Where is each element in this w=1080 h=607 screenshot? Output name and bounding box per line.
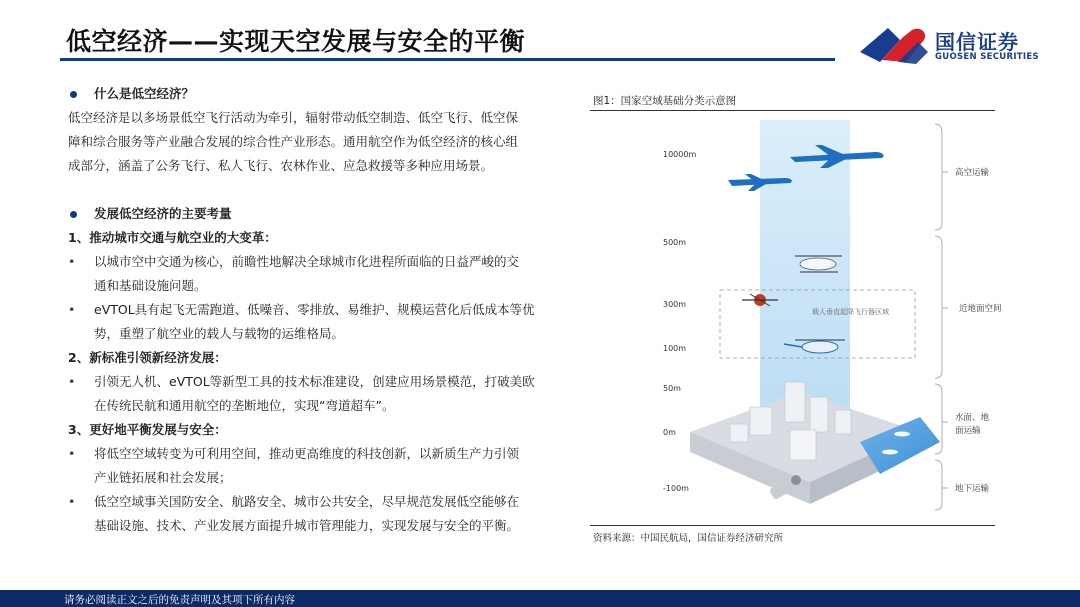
question-what-is — [68, 82, 568, 106]
section-heading: 2、新标准引领新经济发展： — [68, 350, 227, 365]
paragraph-line: 低空经济是以多场景低空飞行活动为牵引，辐射带动低空制造、低空飞行、低空保 — [68, 110, 519, 125]
figure-caption: 图1：国家空域基础分类示意图 — [593, 95, 737, 107]
list-item-line: 以城市空中交通为核心，前瞻性地解决全球城市化进程所面临的日益严峻的交 — [94, 254, 520, 269]
list-item-line: 将低空空域转变为可利用空间，推动更高维度的科技创新，以新质生产力引领 — [94, 446, 520, 461]
bullet-mark: • — [68, 374, 76, 389]
section-heading: 1、推动城市交通与航空业的大变革： — [68, 230, 277, 245]
figure-source: 资料来源：中国民航局，国信证券经济研究所 — [593, 533, 784, 544]
altitude-label: -100m — [663, 484, 689, 493]
list-item — [68, 298, 568, 322]
footer-disclaimer: 请务必阅读正文之后的免责声明及其项下所有内容 — [64, 594, 295, 606]
list-item-continuation: 产业链拓展和社会发展； — [94, 470, 232, 485]
paragraph-line: 成部分，涵盖了公务飞行、私人飞行、农林作业、应急救援等多种应用场景。 — [68, 158, 494, 173]
bullet-mark: • — [68, 446, 76, 461]
list-item-continuation: 势，重塑了航空业的载人与载物的运维格局。 — [94, 326, 345, 341]
zone-label-line: 水面、地 — [955, 413, 990, 423]
title-divider — [60, 58, 835, 61]
figure-top-rule — [590, 110, 995, 111]
airspace-diagram — [590, 112, 1002, 524]
altitude-label: 10000m — [663, 150, 697, 159]
figure-bottom-rule — [590, 525, 995, 526]
list-item — [68, 442, 568, 466]
bullet-mark: • — [68, 302, 76, 317]
list-item — [68, 250, 568, 274]
altitude-label: 50m — [663, 384, 681, 393]
zone-label: 高空运输 — [955, 168, 990, 178]
bullet-mark: • — [68, 254, 76, 269]
list-item-line: 引领无人机、eVTOL等新型工具的技术标准建设，创建应用场景模范，打破美欧 — [94, 374, 535, 389]
spacer — [68, 178, 568, 202]
question-considerations — [68, 202, 568, 226]
altitude-label: 0m — [663, 428, 676, 437]
paragraph-line: 障和综合服务等产业融合发展的综合性产业形态。通用航空作为低空经济的核心组 — [68, 134, 519, 149]
list-item-continuation: 在传统民航和通用航空的垄断地位，实现“弯道超车”。 — [94, 398, 395, 413]
list-item-continuation: 基础设施、技术、产业发展方面提升城市管理能力，实现发展与安全的平衡。 — [94, 518, 520, 533]
zone-label: 近地面空间 — [959, 304, 1002, 314]
altitude-label: 100m — [663, 344, 687, 353]
altitude-label: 500m — [663, 238, 687, 247]
list-item-line: 低空空域事关国防安全、航路安全、城市公共安全，尽早规范发展低空能够在 — [94, 494, 520, 509]
zone-label: 地下运输 — [955, 484, 990, 494]
logo-text-en: GUOSEN SECURITIES — [935, 52, 1039, 62]
body-text-column — [68, 82, 568, 538]
list-item-continuation: 通和基础设施问题。 — [94, 278, 207, 293]
list-item-line: eVTOL具有起飞无需跑道、低噪音、零排放、易维护、规模运营化后低成本等优 — [94, 302, 535, 317]
altitude-label: 300m — [663, 300, 687, 309]
page-title: 低空经济——实现天空发展与安全的平衡 — [66, 27, 526, 56]
evtol-zone-label: 载人垂直起降飞行器区域 — [812, 308, 889, 316]
zone-brackets — [935, 124, 948, 510]
question-2-text: 发展低空经济的主要考量 — [94, 206, 232, 221]
list-item — [68, 490, 568, 514]
bullet-dot-icon — [70, 211, 77, 218]
bullet-mark: • — [68, 494, 76, 509]
list-item — [68, 370, 568, 394]
bullet-dot-icon — [70, 91, 77, 98]
logo-text-cn: 国信证券 — [935, 30, 1019, 54]
zone-label-line: 面运输 — [955, 426, 981, 436]
section-heading: 3、更好地平衡发展与安全： — [68, 422, 227, 437]
question-1-text: 什么是低空经济？ — [94, 86, 195, 101]
